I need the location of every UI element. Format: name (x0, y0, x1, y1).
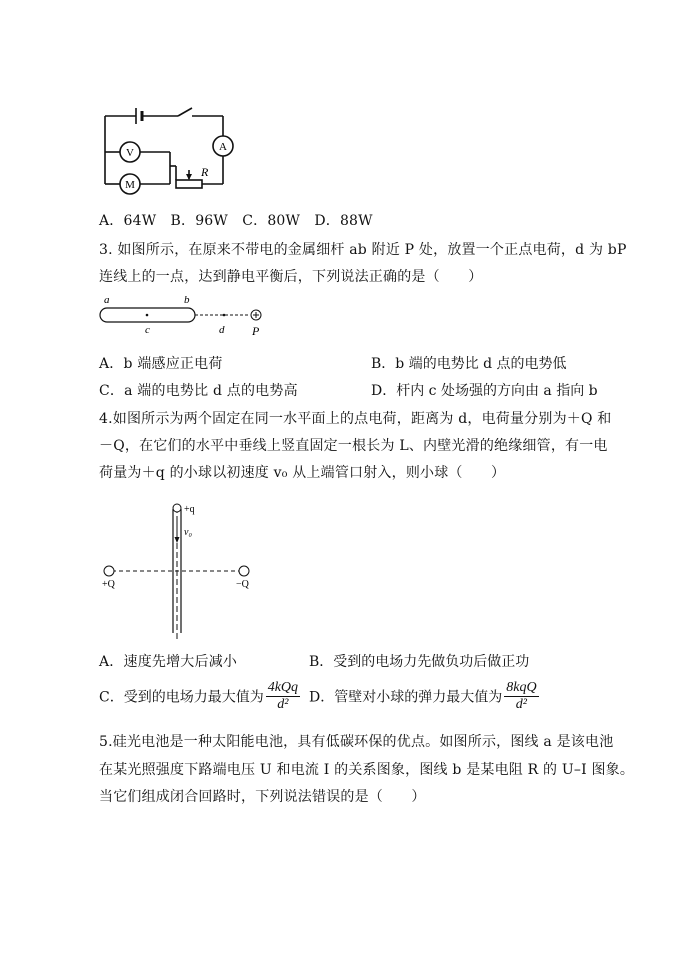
q4-option-d-text: D．管壁对小球的弹力最大值为 (309, 689, 503, 706)
rod-label-a: a (104, 294, 110, 306)
q4-stem-line1: 4.如图所示为两个固定在同一水平面上的点电荷，距离为 d，电荷量分别为＋Q 和 (99, 411, 612, 427)
rod-label-c: c (145, 324, 150, 336)
q4-option-b: B．受到的电场力先做负功后做正功 (309, 654, 530, 670)
negative-charge-label: −Q (236, 579, 249, 590)
q4-option-c-numerator: 4kQq (267, 680, 299, 695)
rod-figure (97, 290, 272, 340)
rod-label-p: P (252, 324, 260, 338)
tube-figure (100, 495, 260, 640)
q5-stem-line2: 在某光照强度下路端电压 U 和电流 I 的关系图象，图线 b 是某电阻 R 的 U–I 图象。 (99, 762, 635, 778)
q5-stem-line3: 当它们组成闭合回路时，下列说法错误的是（ ） (99, 789, 426, 805)
motor-label: M (125, 179, 135, 191)
q3-option-b: B．b 端的电势比 d 点的电势低 (371, 356, 567, 372)
voltmeter-label: V (126, 147, 134, 159)
q4-option-d-denominator: d² (515, 697, 527, 712)
q3-option-d: D．杆内 c 处场强的方向由 a 指向 b (371, 383, 598, 399)
positive-charge-label: +Q (102, 579, 115, 590)
q4-option-d-fraction (504, 680, 538, 713)
resistor-label: R (201, 165, 209, 179)
q3-option-c: C．a 端的电势比 d 点的电势高 (99, 383, 298, 399)
q4-option-c-denominator: d² (277, 697, 289, 712)
circuit-diagram (100, 100, 235, 196)
q5-stem-line1: 5.硅光电池是一种太阳能电池，具有低碳环保的优点。如图所示，图线 a 是该电池 (99, 734, 614, 750)
q2-options: A．64W B．96W C．80W D．88W (99, 213, 373, 229)
velocity-label: v₀ (184, 527, 192, 538)
rod-label-d: d (219, 324, 225, 336)
ammeter-label: A (219, 141, 227, 153)
q4-option-c-fraction (266, 680, 300, 713)
q4-option-d (309, 680, 541, 713)
q3-stem-line2: 连线上的一点，达到静电平衡后，下列说法正确的是（ ） (99, 269, 483, 285)
q4-option-a: A．速度先增大后减小 (99, 654, 238, 670)
q4-option-c (99, 680, 302, 713)
q3-option-a: A．b 端感应正电荷 (99, 356, 223, 372)
rod-label-b: b (184, 294, 190, 306)
q3-stem-line1: 3. 如图所示，在原来不带电的金属细杆 ab 附近 P 处，放置一个正点电荷，d 为 bP (99, 242, 627, 258)
q4-stem-line2: －Q，在它们的水平中垂线上竖直固定一根长为 L、内壁光滑的绝缘细管，有一电 (99, 438, 608, 454)
q4-stem-line3: 荷量为＋q 的小球以初速度 v₀ 从上端管口射入，则小球（ ） (99, 465, 506, 481)
q4-option-d-numerator: 8kqQ (506, 680, 537, 695)
ball-charge-label: +q (184, 504, 195, 515)
q4-option-c-text: C．受到的电场力最大值为 (99, 689, 264, 706)
